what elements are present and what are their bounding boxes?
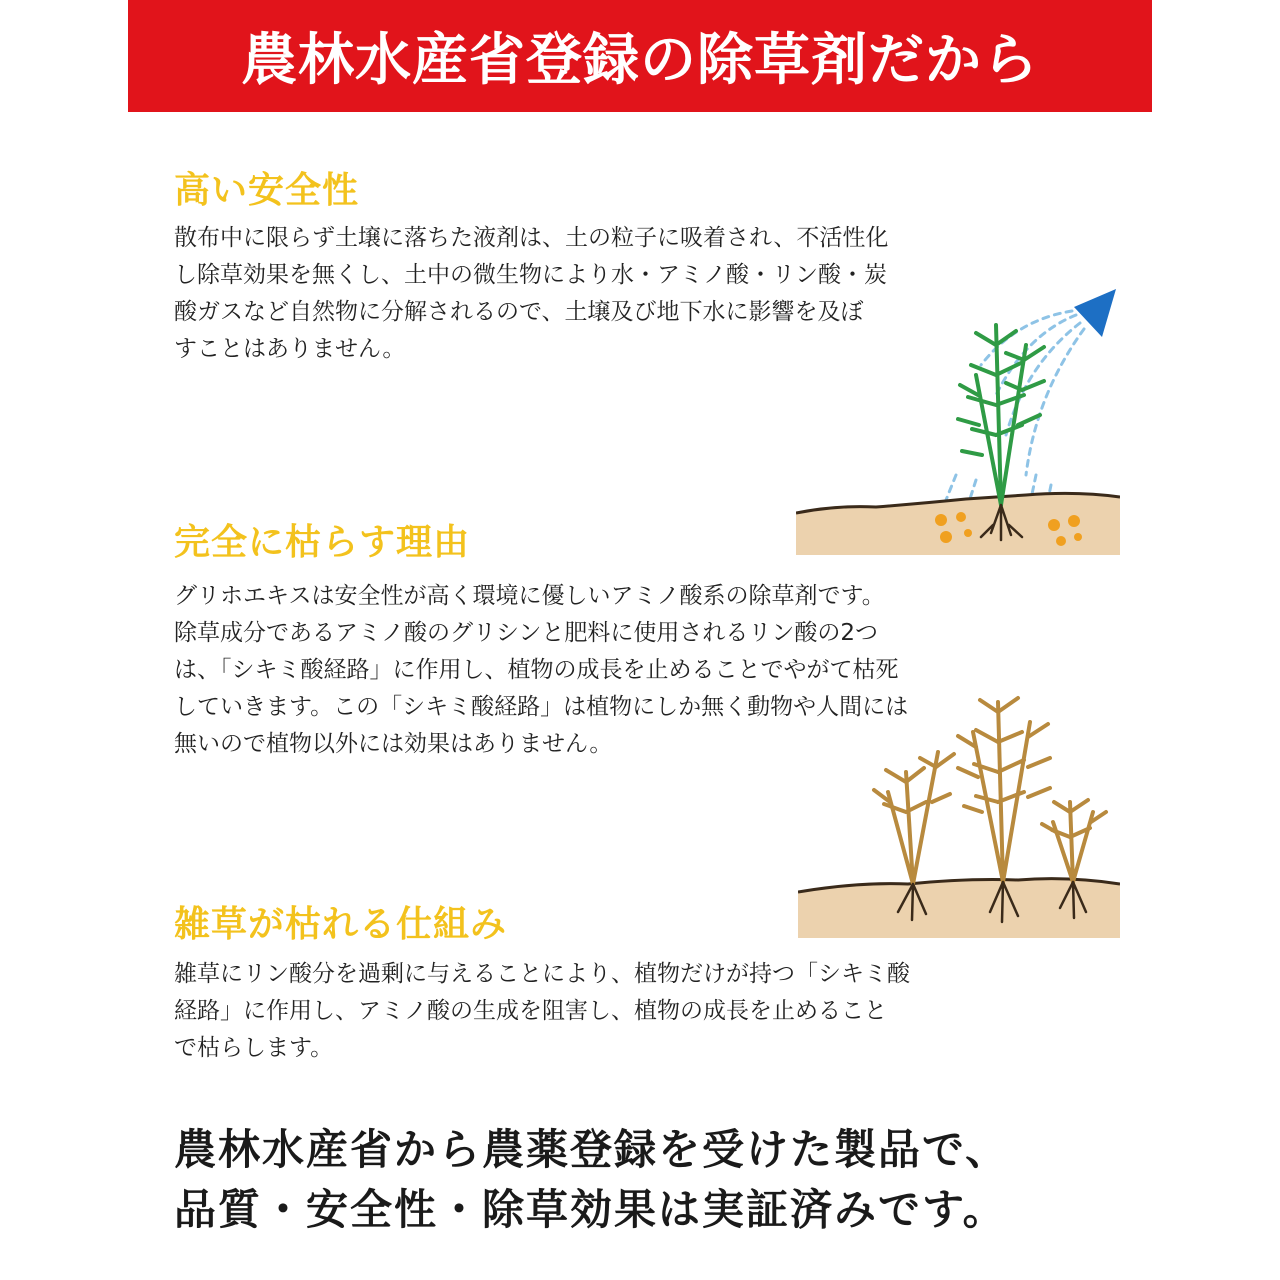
body-line: 酸ガスなど自然物に分解されるので、土壌及び地下水に影響を及ぼ: [174, 299, 864, 325]
body-line: 除草成分であるアミノ酸のグリシンと肥料に使用されるリン酸の2つ: [174, 620, 879, 646]
body-line: し除草効果を無くし、土中の微生物により水・アミノ酸・リン酸・炭: [174, 262, 887, 288]
header-banner: [128, 0, 1152, 112]
body-line: 散布中に限らず土壌に落ちた液剤は、土の粒子に吸着され、不活性化: [174, 225, 889, 251]
section-heading-reason: 完全に枯らす理由: [174, 522, 471, 563]
withered-weed-icon: [874, 698, 1106, 884]
closing-line: 品質・安全性・除草効果は実証済みです。: [174, 1185, 1007, 1234]
section-heading-safety: 高い安全性: [174, 170, 360, 211]
body-line: すことはありません。: [174, 336, 406, 362]
body-line: 雑草にリン酸分を過剰に与えることにより、植物だけが持つ「シキミ酸: [174, 961, 910, 987]
body-line: していきます。この「シキミ酸経路」は植物にしか無く動物や人間には: [174, 694, 909, 720]
section-heading-mechanism: 雑草が枯れる仕組み: [174, 904, 508, 945]
body-line: は、「シキミ酸経路」に作用し、植物の成長を止めることでやがて枯死: [174, 657, 899, 683]
green-weed-icon: [958, 325, 1044, 505]
closing-statement: [174, 1120, 1009, 1240]
body-line: 経路」に作用し、アミノ酸の生成を阻害し、植物の成長を止めること: [174, 998, 887, 1024]
section-body-mechanism: [174, 956, 910, 1067]
withered-weed-illustration: [798, 672, 1120, 938]
green-weed-spray-illustration: [796, 285, 1120, 555]
banner-title: 農林水産省登録の除草剤だから: [241, 28, 1039, 93]
body-line: グリホエキスは安全性が高く環境に優しいアミノ酸系の除草剤です。: [174, 583, 885, 609]
section-body-safety: [174, 220, 888, 368]
closing-line: 農林水産省から農薬登録を受けた製品で、: [174, 1125, 1010, 1174]
body-line: 無いので植物以外には効果はありません。: [174, 731, 613, 757]
soil-icon: [798, 879, 1120, 938]
body-line: で枯らします。: [174, 1035, 334, 1061]
